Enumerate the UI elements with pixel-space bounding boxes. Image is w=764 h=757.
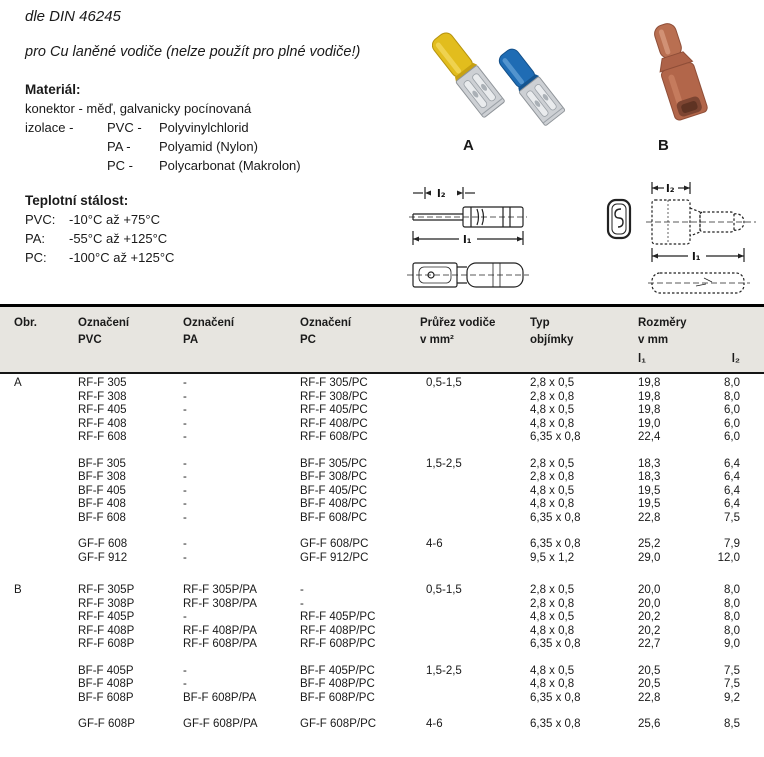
cell-typ: 6,35 x 0,8 [530,538,581,550]
table-header [0,304,764,374]
col-header-typ-2: objímky [530,334,574,346]
cell-pvc: GF-F 608 [78,538,128,550]
cell-l1: 20,0 [638,584,661,596]
cross-section-icon-b [606,198,632,240]
cell-prurez: 1,5-2,5 [426,664,462,677]
cell-pa: - [183,431,187,443]
cell-pvc: RF-F 408P [78,624,135,637]
usage-note: pro Cu laněné vodiče (nelze použít pro plné vodiče!) [25,44,361,60]
cell-prurez [420,692,530,706]
cell-prurez [420,418,530,432]
table-block [0,458,764,526]
figure-label-a: A [463,137,474,154]
cell-typ: 4,8 x 0,5 [530,404,575,416]
table-row [0,692,764,706]
col-header-typ-1: Typ [530,317,550,329]
material-section [25,80,301,175]
cell-l2: 7,9 [724,538,740,550]
cell-l1: 19,5 [638,484,661,497]
cell-pa: BF-F 608P/PA [183,691,257,704]
table-row [0,538,764,552]
cell-l2: 8,0 [724,611,740,623]
cell-l1: 25,6 [638,718,661,730]
cell-pvc: BF-F 405P [78,664,134,677]
col-header-pc: PC [300,334,316,346]
cell-pa: - [183,511,187,524]
table-row [0,625,764,639]
table-row [0,598,764,612]
table-row [0,638,764,652]
cell-l1: 20,2 [638,611,661,623]
table-block [0,538,764,565]
cell-typ: 2,8 x 0,8 [530,597,575,610]
cell-typ: 2,8 x 0,5 [530,584,575,596]
cell-obr [14,611,78,625]
cell-prurez: 4-6 [426,718,443,730]
cell-l1: 20,2 [638,624,661,637]
temp-value: -100°C až +125°C [69,250,175,265]
cell-pc: GF-F 912/PC [300,551,369,564]
cell-typ: 6,35 x 0,8 [530,638,581,650]
temp-value: -55°C až +125°C [69,231,168,246]
cell-obr [14,718,78,732]
table-row [0,404,764,418]
cell-obr [14,431,78,445]
cell-l2: 8,0 [724,390,740,403]
cell-pa: RF-F 308P/PA [183,597,257,610]
cell-pvc: RF-F 305P [78,584,135,596]
table-group-b [0,584,764,732]
insulation-name: Polyvinylchlorid [159,120,249,135]
cell-pvc: RF-F 608P [78,638,135,650]
cell-pvc: RF-F 405 [78,404,127,416]
cell-pa: - [183,538,187,550]
cell-typ: 6,35 x 0,8 [530,431,581,443]
col-header-oznaceni-pa: Označení [183,317,235,329]
cell-pc: RF-F 405/PC [300,404,368,416]
cell-pa: - [183,484,187,497]
table-row [0,611,764,625]
cell-prurez [420,598,530,612]
cell-obr [14,552,78,566]
cell-pc: BF-F 408/PC [300,498,368,510]
cell-l2: 9,2 [724,691,740,704]
temperature-section [25,191,174,267]
cell-typ: 6,35 x 0,8 [530,511,581,524]
cell-l1: 25,2 [638,538,661,550]
table-block [0,718,764,732]
dimension-diagram-a [405,183,565,297]
table-row [0,665,764,679]
cell-pa: RF-F 408P/PA [183,624,257,637]
table-row [0,512,764,526]
cell-pa: - [183,377,187,389]
cell-pvc: BF-F 308 [78,471,126,483]
table-row [0,498,764,512]
cell-pc: RF-F 308/PC [300,390,368,403]
dimension-diagram-b [644,180,764,300]
cell-l1: 22,8 [638,511,661,524]
table-row [0,552,764,566]
cell-obr [14,391,78,405]
temp-label: PA: [25,231,45,246]
cell-prurez: 0,5-1,5 [426,377,462,389]
table-body [0,377,764,732]
cell-pc: GF-F 608P/PC [300,718,377,730]
dim-l1-label-a: l₁ [463,233,472,246]
cell-l2: 6,4 [724,498,740,510]
cell-pc: RF-F 405P/PC [300,611,376,623]
cell-pc: BF-F 608/PC [300,511,368,524]
table-block [0,584,764,652]
cell-pvc: BF-F 408 [78,498,126,510]
cell-obr [14,458,78,472]
cell-typ: 9,5 x 1,2 [530,551,575,564]
col-header-oznaceni-pvc: Označení [78,317,130,329]
cell-l2: 7,5 [724,511,740,524]
cell-pc: BF-F 405P/PC [300,664,375,677]
cell-prurez [420,431,530,445]
cell-pc: BF-F 608P/PC [300,691,375,704]
cell-obr: A [14,377,22,389]
cell-obr [14,512,78,526]
cell-obr [14,471,78,485]
insulation-abbr: PVC - [107,120,142,135]
cell-obr [14,538,78,552]
cell-typ: 6,35 x 0,8 [530,718,581,730]
cell-pvc: RF-F 405P [78,611,135,623]
cell-l2: 6,4 [724,484,740,497]
cell-l2: 8,0 [724,584,740,596]
dim-l2-label-b: l₂ [666,182,675,195]
cell-typ: 2,8 x 0,8 [530,390,575,403]
cell-l1: 22,7 [638,638,661,650]
cell-prurez [420,625,530,639]
cell-pc: BF-F 308/PC [300,471,368,483]
cell-pa: RF-F 305P/PA [183,584,257,596]
insulation-name: Polycarbonat (Makrolon) [159,158,301,173]
material-title: Materiál: [25,82,81,97]
cell-l1: 19,8 [638,390,661,403]
cell-typ: 4,8 x 0,5 [530,664,575,677]
col-header-prurez-1: Průřez vodiče [420,317,496,329]
din-standard-note: dle DIN 46245 [25,8,121,25]
cell-pvc: RF-F 408 [78,417,127,430]
cell-pc: BF-F 408P/PC [300,678,375,690]
cell-pvc: GF-F 608P [78,718,135,730]
col-header-rozmery-1: Rozměry [638,317,687,329]
cell-pvc: GF-F 912 [78,551,128,564]
cell-l1: 22,4 [638,431,661,443]
cell-l2: 8,0 [724,624,740,637]
cell-typ: 6,35 x 0,8 [530,691,581,704]
cell-pvc: BF-F 405 [78,484,126,497]
cell-prurez [420,552,530,566]
cell-pc: BF-F 305/PC [300,457,368,470]
cell-prurez [420,485,530,499]
figure-label-b: B [658,137,669,154]
cell-typ: 4,8 x 0,8 [530,417,575,430]
cell-l1: 19,0 [638,417,661,430]
cell-prurez [420,611,530,625]
cell-obr [14,498,78,512]
cell-l1: 20,5 [638,678,661,690]
cell-pvc: RF-F 308P [78,597,135,610]
cell-pa: - [183,471,187,483]
table-row [0,458,764,472]
table-row [0,391,764,405]
cell-pc: RF-F 408P/PC [300,624,376,637]
cell-prurez [420,512,530,526]
col-header-pa: PA [183,334,199,346]
cell-typ: 2,8 x 0,5 [530,457,575,470]
cell-l2: 8,5 [724,718,740,730]
cell-pa: - [183,390,187,403]
cell-l2: 6,0 [724,417,740,430]
cell-pa: - [183,417,187,430]
cell-pa: - [183,404,187,416]
cell-typ: 4,8 x 0,8 [530,678,575,690]
cell-pc: RF-F 608/PC [300,431,368,443]
col-header-l2: l₂ [731,353,740,365]
insulation-name: Polyamid (Nylon) [159,139,258,154]
cell-pc: BF-F 405/PC [300,484,368,497]
cell-prurez [420,678,530,692]
cell-l1: 29,0 [638,551,661,564]
insulation-prefix: izolace - [25,120,74,135]
cell-pa: - [183,551,187,564]
table-row [0,377,764,391]
cell-obr [14,418,78,432]
cell-l1: 19,8 [638,404,661,416]
table-row [0,485,764,499]
dim-l2-label-a: l₂ [437,187,446,200]
cell-typ: 2,8 x 0,5 [530,377,575,389]
temperature-list [25,210,174,267]
table-row [0,678,764,692]
cell-l1: 20,0 [638,597,661,610]
cell-prurez [420,638,530,652]
cell-pa: - [183,498,187,510]
cell-typ: 4,8 x 0,5 [530,611,575,623]
cell-pc: RF-F 408/PC [300,417,368,430]
cell-l1: 19,8 [638,377,661,389]
col-header-pvc: PVC [78,334,102,346]
cell-pvc: RF-F 308 [78,390,127,403]
photo-terminals-a [432,20,582,132]
cell-l2: 8,0 [724,597,740,610]
cell-l1: 19,5 [638,498,661,510]
table-row [0,584,764,598]
cell-pvc: BF-F 608P [78,691,134,704]
cell-obr [14,485,78,499]
temp-label: PC: [25,250,47,265]
table-row [0,718,764,732]
temp-label: PVC: [25,212,56,227]
cell-pa: - [183,678,187,690]
cell-l2: 6,4 [724,457,740,470]
cell-prurez: 0,5-1,5 [426,584,462,596]
cell-pa: - [183,611,187,623]
cell-l2: 7,5 [724,664,740,677]
col-header-l1: l₁ [638,353,646,365]
cell-l1: 18,3 [638,471,661,483]
cell-obr [14,404,78,418]
cell-l1: 22,8 [638,691,661,704]
cell-typ: 4,8 x 0,8 [530,624,575,637]
cell-l2: 9,0 [724,638,740,650]
cell-typ: 4,8 x 0,5 [530,484,575,497]
cell-obr: B [14,584,22,596]
cell-l1: 18,3 [638,457,661,470]
temp-value: -10°C až +75°C [69,212,160,227]
table-group-a [0,377,764,565]
cell-pa: RF-F 608P/PA [183,638,257,650]
cell-obr [14,625,78,639]
temperature-title: Teplotní stálost: [25,193,129,208]
cell-l2: 12,0 [717,551,740,564]
cell-prurez [420,471,530,485]
cell-pvc: RF-F 608 [78,431,127,443]
cell-pa: GF-F 608P/PA [183,718,258,730]
cell-prurez: 1,5-2,5 [426,457,462,470]
cell-obr [14,678,78,692]
cell-l2: 8,0 [724,377,740,389]
cell-l2: 6,0 [724,404,740,416]
cell-pvc: BF-F 608 [78,511,126,524]
cell-obr [14,692,78,706]
cell-obr [14,638,78,652]
cell-prurez [420,498,530,512]
cell-obr [14,598,78,612]
cell-l2: 6,0 [724,431,740,443]
cell-prurez: 4-6 [426,538,443,550]
cell-pc: GF-F 608/PC [300,538,369,550]
table-block [0,377,764,445]
cell-pvc: BF-F 408P [78,678,134,690]
cell-pc: - [300,597,304,610]
cell-pc: RF-F 305/PC [300,377,368,389]
table-row [0,431,764,445]
insulation-abbr: PC - [107,158,133,173]
col-header-prurez-2: v mm² [420,334,454,346]
cell-prurez [420,391,530,405]
cell-l2: 7,5 [724,678,740,690]
cell-pvc: BF-F 305 [78,457,126,470]
cell-pa: - [183,457,187,470]
col-header-rozmery-2: v mm [638,334,669,346]
photo-terminal-b [616,20,744,132]
cell-obr [14,665,78,679]
col-header-obr: Obr. [14,317,38,329]
table-row [0,418,764,432]
cell-pa: - [183,664,187,677]
cell-typ: 4,8 x 0,8 [530,498,575,510]
col-header-oznaceni-pc: Označení [300,317,352,329]
dim-l1-label-b: l₁ [692,250,701,263]
insulation-abbr: PA - [107,139,131,154]
cell-prurez [420,404,530,418]
material-line-conductor: konektor - měď, galvanicky pocínovaná [25,101,252,116]
cell-l1: 20,5 [638,664,661,677]
material-insulation-list [25,118,301,175]
cell-l2: 6,4 [724,471,740,483]
cell-pc: RF-F 608P/PC [300,638,376,650]
cell-pc: - [300,584,304,596]
table-block [0,665,764,706]
cell-pvc: RF-F 305 [78,377,127,389]
table-row [0,471,764,485]
cell-typ: 2,8 x 0,8 [530,471,575,483]
